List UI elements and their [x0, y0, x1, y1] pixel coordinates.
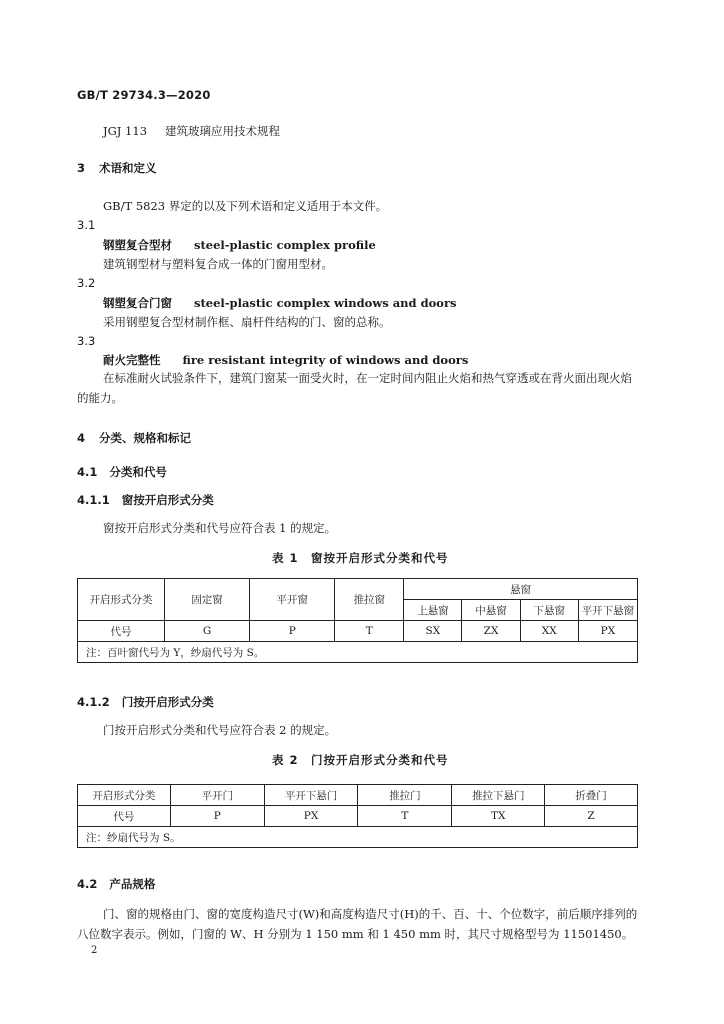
term-en: fire resistant integrity of windows and doors [182, 353, 469, 367]
reference-entry [103, 121, 280, 141]
table-subcol-header: 平开下悬窗 [578, 600, 637, 621]
table-cell: PX [264, 806, 358, 827]
table-subcol-header: 下悬窗 [520, 600, 578, 621]
section-4-1-heading [77, 464, 167, 480]
page-number: 2 [91, 945, 98, 956]
reference-title: 建筑玻璃应用技术规程 [165, 124, 281, 138]
term-en: steel-plastic complex profile [194, 238, 376, 252]
table-col-header: 折叠门 [545, 785, 638, 806]
section-4-heading [77, 430, 191, 446]
section-3-heading [77, 160, 157, 176]
table-row [78, 806, 638, 827]
section-4-1-2-text: 门按开启形式分类和代号应符合表 2 的规定。 [103, 723, 337, 737]
table-col-header: 平开下悬门 [264, 785, 358, 806]
table-cell: 代号 [78, 621, 165, 642]
term-definition: 采用钢塑复合型材制作框、扇杆件结构的门、窗的总称。 [103, 315, 391, 329]
section-4-1-1-text: 窗按开启形式分类和代号应符合表 1 的规定。 [103, 521, 337, 535]
table-cell: SX [404, 621, 462, 642]
term-number: 3.1 [77, 218, 96, 232]
term-number: 3.2 [77, 276, 96, 290]
table-cell: ZX [462, 621, 520, 642]
table-cell: T [358, 806, 452, 827]
term-title [103, 237, 376, 253]
section-number: 3 [77, 161, 86, 175]
table-group-header: 悬窗 [404, 579, 638, 600]
section-4-1-2-heading [77, 694, 214, 710]
table-cell: XX [520, 621, 578, 642]
table-row-header: 开启形式分类 [78, 579, 165, 621]
term-definition: 在标准耐火试验条件下，建筑门窗某一面受火时，在一定时间内阻止火焰和热气穿透或在背火面出现火焰的能力。 [77, 371, 632, 405]
table-cell: PX [578, 621, 637, 642]
term-title [103, 352, 468, 368]
standard-number: GB/T 29734.3—2020 [77, 88, 211, 102]
term-number: 3.3 [77, 334, 96, 348]
section-title: 术语和定义 [99, 161, 157, 175]
section-number: 4.2 [77, 877, 98, 891]
term-zh: 钢塑复合门窗 [103, 296, 172, 310]
table-col-header: 固定窗 [164, 579, 249, 621]
table-col-header: 推拉门 [358, 785, 452, 806]
section-number: 4.1.2 [77, 695, 110, 709]
section-title: 产品规格 [109, 877, 156, 891]
term-zh: 钢塑复合型材 [103, 238, 172, 252]
term-en: steel-plastic complex windows and doors [194, 296, 457, 310]
section-title: 分类、规格和标记 [99, 431, 192, 445]
table-col-header: 推拉下悬门 [452, 785, 545, 806]
section-number: 4 [77, 431, 86, 445]
section-4-2-heading [77, 876, 155, 892]
section-number: 4.1 [77, 465, 98, 479]
table-subcol-header: 上悬窗 [404, 600, 462, 621]
table-cell: Z [545, 806, 638, 827]
table-note: 注：纱扇代号为 S。 [78, 827, 638, 848]
section-number: 4.1.1 [77, 493, 110, 507]
table-2-caption: 表 2 门按开启形式分类和代号 [272, 753, 449, 767]
table-1-caption: 表 1 窗按开启形式分类和代号 [272, 551, 449, 565]
section-title: 窗按开启形式分类 [121, 493, 214, 507]
table-cell: G [164, 621, 249, 642]
table-cell: P [250, 621, 335, 642]
table-subcol-header: 中悬窗 [462, 600, 520, 621]
table-cell: 代号 [78, 806, 171, 827]
table-col-header: 平开门 [170, 785, 264, 806]
section-3-intro: GB/T 5823 界定的以及下列术语和定义适用于本文件。 [103, 199, 388, 213]
term-definition: 建筑钢型材与塑料复合成一体的门窗用型材。 [103, 257, 333, 271]
section-4-2-text: 门、窗的规格由门、窗的宽度构造尺寸(W)和高度构造尺寸(H)的千、百、十、个位数字，前后顺序排列的八位数字表示。例如，门窗的 W、H 分别为 1 150 mm 和 1 450 mm 时，其尺寸规格型号为 11501450。 [77, 907, 638, 941]
table-col-header: 推拉窗 [335, 579, 404, 621]
table-2 [77, 784, 638, 848]
reference-code: JGJ 113 [103, 124, 148, 138]
term-title [103, 295, 457, 311]
table-note: 注：百叶窗代号为 Y，纱扇代号为 S。 [78, 642, 638, 663]
table-cell: T [335, 621, 404, 642]
section-title: 门按开启形式分类 [121, 695, 214, 709]
table-row-header: 开启形式分类 [78, 785, 171, 806]
table-cell: TX [452, 806, 545, 827]
section-title: 分类和代号 [109, 465, 167, 479]
section-4-1-1-heading [77, 492, 214, 508]
table-1 [77, 578, 638, 663]
table-row [78, 621, 638, 642]
table-cell: P [170, 806, 264, 827]
table-col-header: 平开窗 [250, 579, 335, 621]
term-zh: 耐火完整性 [103, 353, 161, 367]
